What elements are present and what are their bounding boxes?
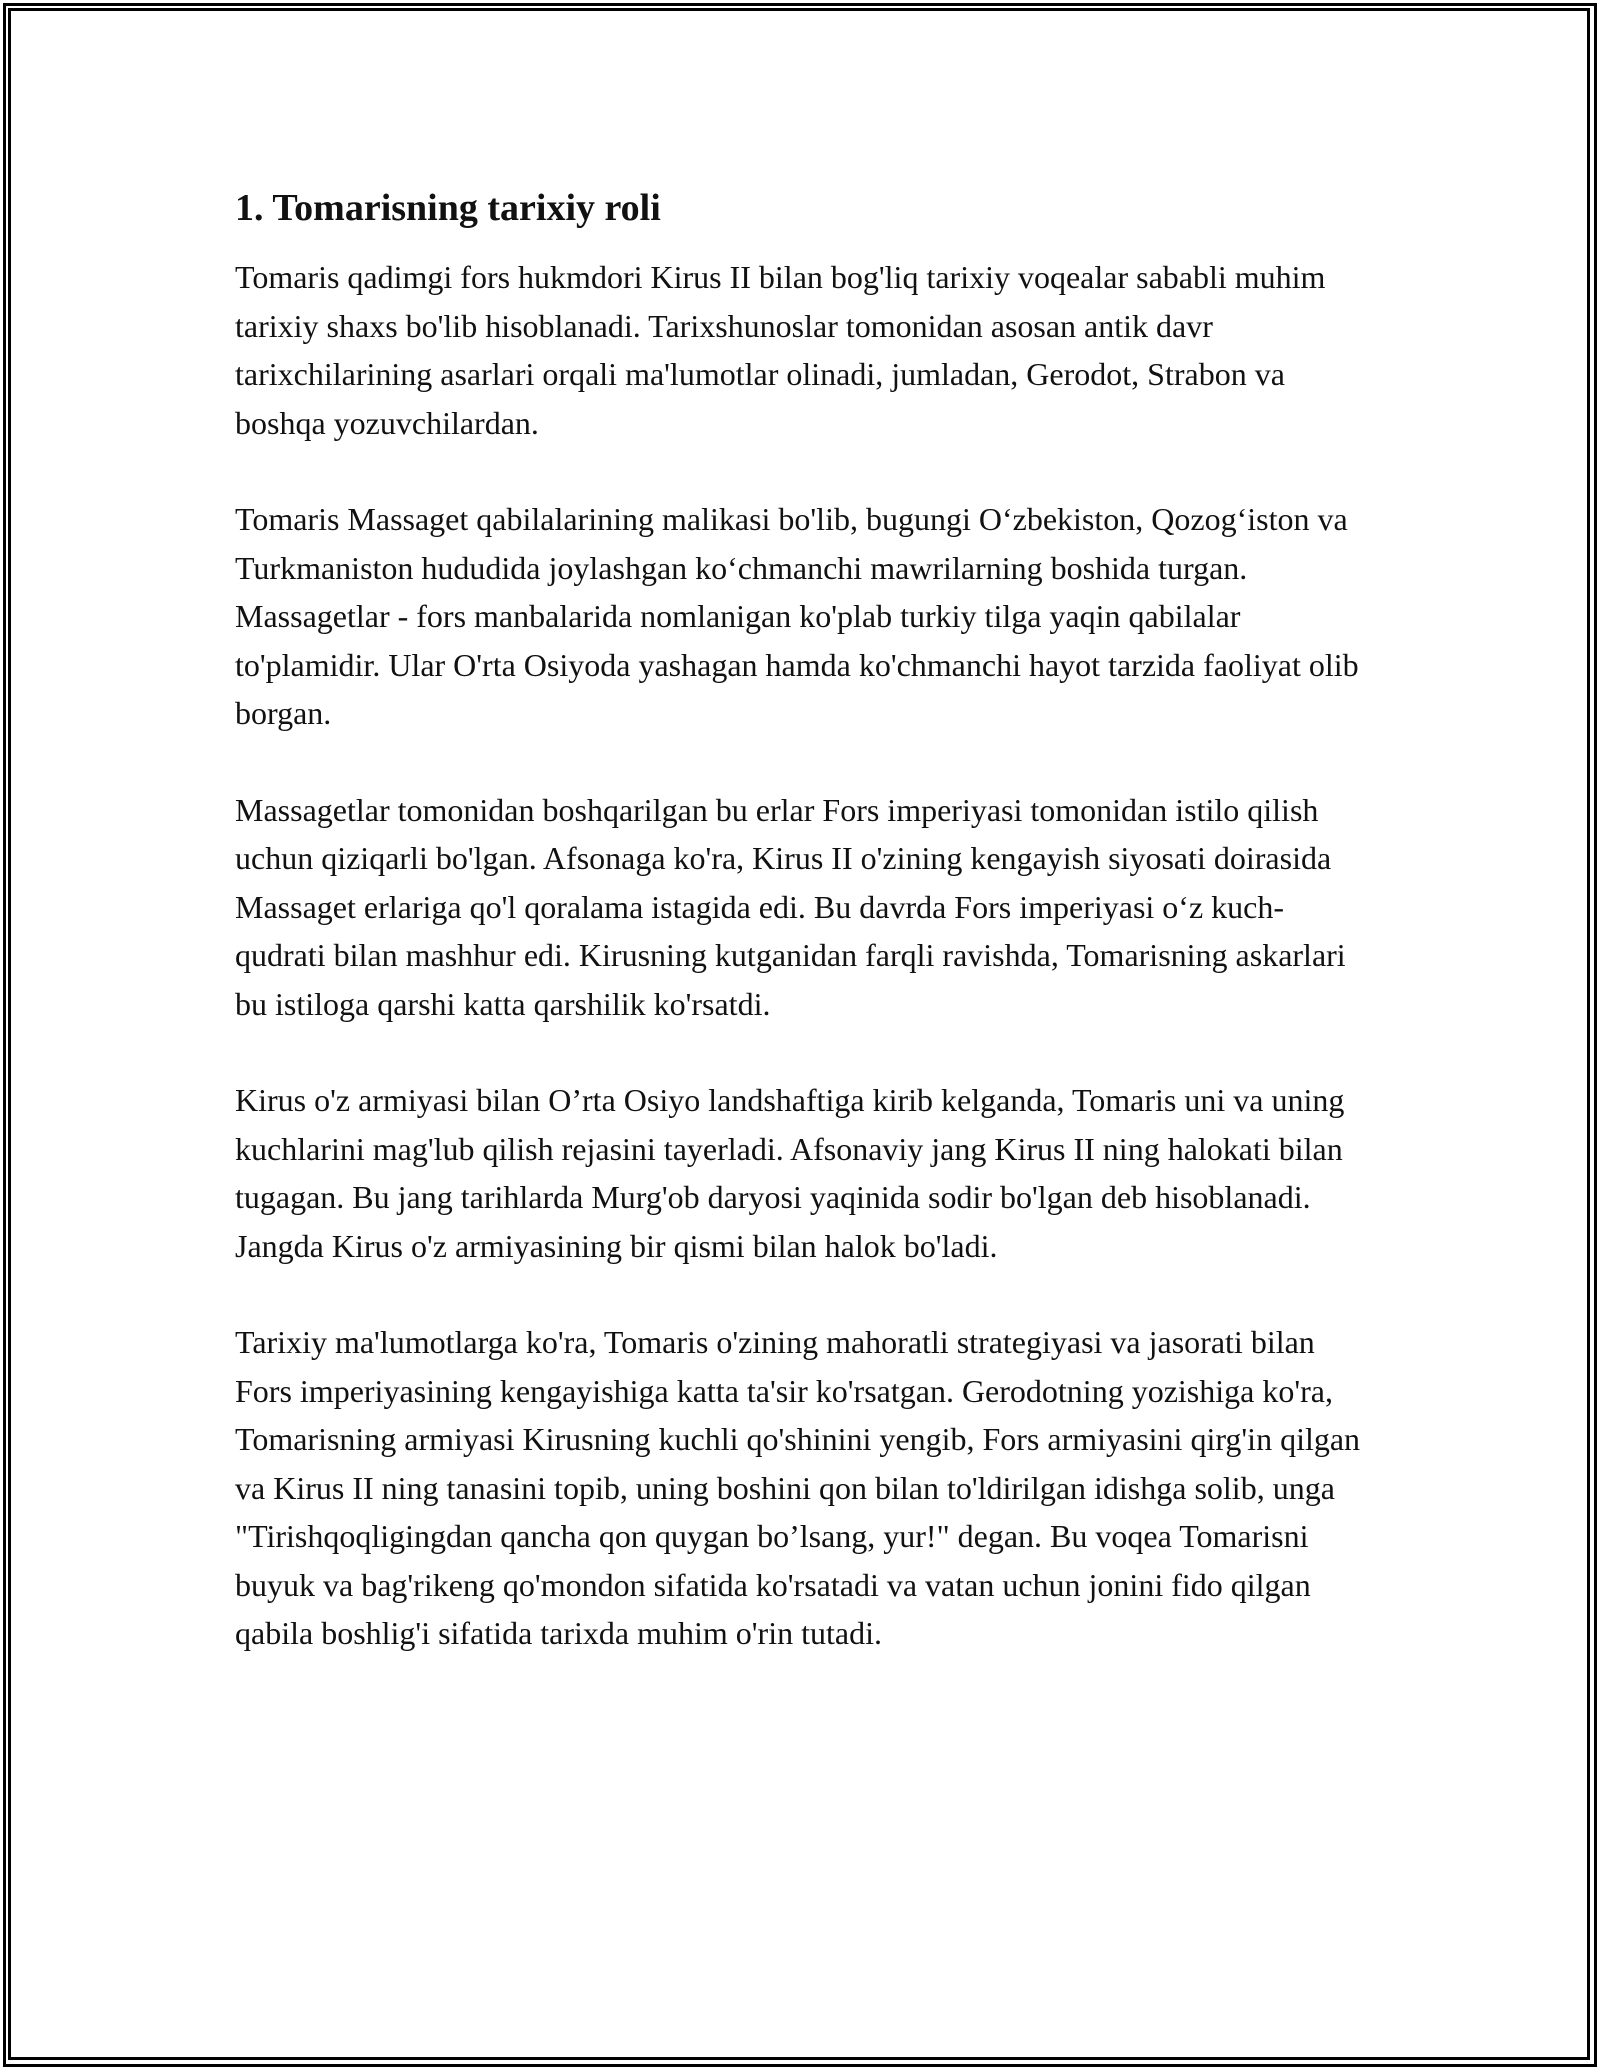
- section-heading: 1. Tomarisning tarixiy roli: [235, 187, 661, 229]
- document-body: [235, 185, 1370, 1706]
- paragraph-5: Tarixiy ma'lumotlarga ko'ra, Tomaris o'zining mahoratli strategiyasi va jasorati bilan Fors imperiyasining kengayishiga katta ta'sir ko'rsatgan. Gerodotning yozishiga ko'ra, Tomarisning armiyasi Kirusning kuchli qo'shinini yengib, Fors armiyasini qirg'in qilgan va Kirus II ning tanasini topib, uning boshini qon bilan to'ldirilgan idishga solib, unga "Tirishqoqligingdan qancha qon quygan bo’lsang, yur!" degan. Bu voqea Tomarisni buyuk va bag'rikeng qo'mondon sifatida ko'rsatadi va vatan uchun jonini fido qilgan qabila boshlig'i sifatida tarixda muhim o'rin tutadi.: [235, 1324, 1361, 1651]
- paragraph-3: Massagetlar tomonidan boshqarilgan bu erlar Fors imperiyasi tomonidan istilo qilish uchun qiziqarli bo'lgan. Afsonaga ko'ra, Kirus II o'zining kengayish siyosati doirasida Massaget erlariga qo'l qoralama istagida edi. Bu davrda Fors imperiyasi o‘z kuch-qudrati bilan mashhur edi. Kirusning kutganidan farqli ravishda, Tomarisning askarlari bu istiloga qarshi katta qarshilik ko'rsatdi.: [235, 791, 1346, 1022]
- paragraph-2: Tomaris Massaget qabilalarining malikasi bo'lib, bugungi O‘zbekiston, Qozog‘iston va Turkmaniston hududida joylashgan ko‘chmanchi mawrilarning boshida turgan. Massagetlar - fors manbalarida nomlanigan ko'plab turkiy tilga yaqin qabilalar to'plamidir. Ular O'rta Osiyoda yashagan hamda ko'chmanchi hayot tarzida faoliyat olib borgan.: [235, 501, 1359, 731]
- paragraph-1: Tomaris qadimgi fors hukmdori Kirus II bilan bog'liq tarixiy voqealar sababli muhim tarixiy shaxs bo'lib hisoblanadi. Tarixshunoslar tomonidan asosan antik davr tarixchilarining asarlari orqali ma'lumotlar olinadi, jumladan, Gerodot, Strabon va boshqa yozuvchilardan.: [235, 259, 1326, 441]
- paragraph-4: Kirus o'z armiyasi bilan O’rta Osiyo landshaftiga kirib kelganda, Tomaris uni va uning kuchlarini mag'lub qilish rejasini tayerladi. Afsonaviy jang Kirus II ning halokati bilan tugagan. Bu jang tarihlarda Murg'ob daryosi yaqinida sodir bo'lgan deb hisoblanadi. Jangda Kirus o'z armiyasining bir qismi bilan halok bo'ladi.: [235, 1082, 1345, 1264]
